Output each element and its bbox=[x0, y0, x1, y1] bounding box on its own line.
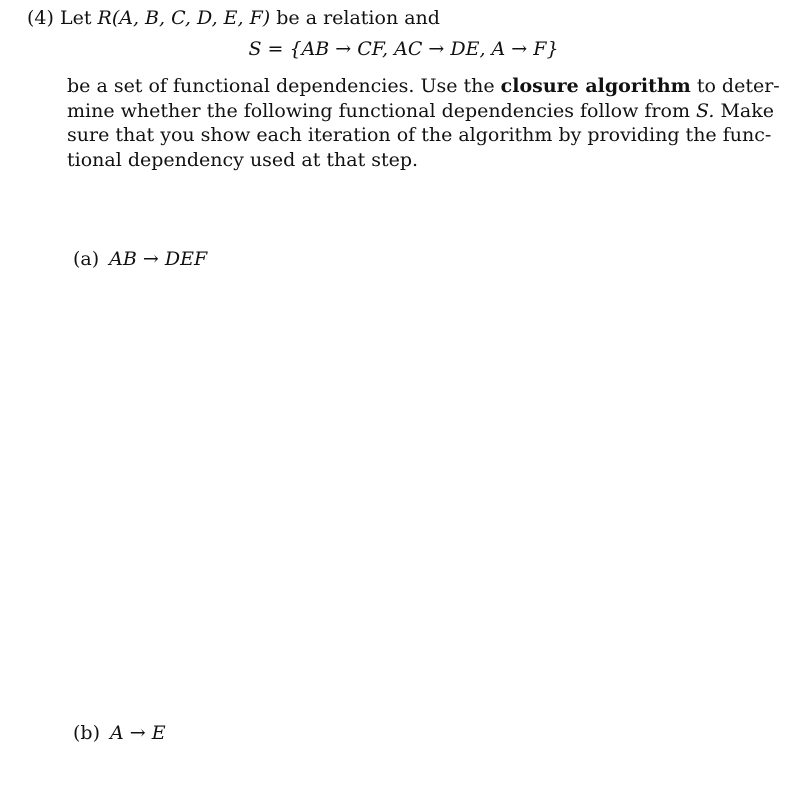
part-b-label: (b) bbox=[73, 722, 100, 744]
intro-let: Let bbox=[59, 7, 92, 29]
problem-header bbox=[27, 6, 440, 30]
description-text: mine whether the following functional dependencies follow from bbox=[67, 99, 690, 122]
part-a-dependency: AB → DEF bbox=[109, 248, 208, 270]
description-text: to deter- bbox=[696, 75, 780, 97]
part-a bbox=[73, 247, 207, 271]
description-text: Make bbox=[720, 99, 774, 122]
problem-description bbox=[67, 74, 780, 172]
relation-schema: R(A, B, C, D, E, F) bbox=[97, 7, 271, 29]
description-text: be a set of functional dependencies. Use the bbox=[67, 75, 495, 97]
description-line-2 bbox=[67, 99, 774, 124]
description-line-1 bbox=[67, 74, 780, 99]
intro-tail: be a relation and bbox=[276, 7, 440, 29]
description-line-4: tional dependency used at that step. bbox=[67, 148, 419, 171]
fd-set-symbol: S. bbox=[696, 99, 715, 122]
part-a-label: (a) bbox=[73, 248, 100, 270]
description-line-3: sure that you show each iteration of the algorithm by providing the func- bbox=[67, 124, 772, 146]
fd-set bbox=[0, 37, 807, 61]
part-b-dependency: A → E bbox=[110, 722, 166, 744]
fd-set-expression: S = {AB → CF, AC → DE, A → F} bbox=[248, 38, 559, 60]
problem-number: (4) bbox=[27, 7, 54, 29]
part-b bbox=[73, 721, 166, 745]
closure-algorithm-term: closure algorithm bbox=[500, 75, 691, 97]
